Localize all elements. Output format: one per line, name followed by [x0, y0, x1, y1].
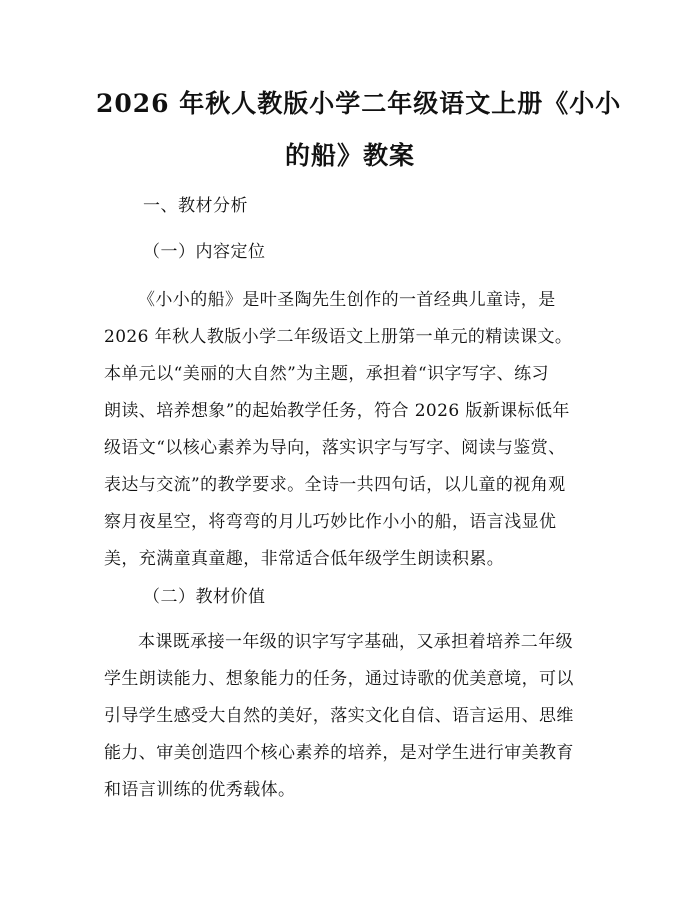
paragraph-line: 美，充满童真童趣，非常适合低年级学生朗读积累。 — [104, 549, 505, 569]
paragraph-line: 2026 年秋人教版小学二年级语文上册第一单元的精读课文。 — [104, 327, 573, 347]
paragraph-line: 学生朗读能力、想象能力的任务，通过诗歌的优美意境，可以 — [104, 669, 574, 689]
subsection-heading-content-positioning: （一）内容定位 — [143, 242, 266, 262]
paragraph-line: 朗读、培养想象”的起始教学任务，符合 2026 版新课标低年 — [104, 401, 570, 421]
paragraph-line: 级语文“以核心素养为导向，落实识字与写字、阅读与鉴赏、 — [104, 438, 566, 458]
paragraph-textbook-value — [104, 624, 604, 809]
paragraph-content-positioning — [104, 282, 604, 578]
document-title — [96, 78, 622, 182]
section-heading-textbook-analysis: 一、教材分析 — [143, 196, 248, 216]
paragraph-line: 和语言训练的优秀载体。 — [104, 780, 296, 800]
paragraph-line: 本单元以“美丽的大自然”为主题，承担着“识字写字、练习 — [104, 364, 549, 384]
paragraph-line: 《小小的船》是叶圣陶先生创作的一首经典儿童诗，是 — [138, 290, 556, 310]
paragraph-line: 表达与交流”的教学要求。全诗一共四句话，以儿童的视角观 — [104, 475, 566, 495]
title-line-1: 2026 年秋人教版小学二年级语文上册《小小 — [96, 89, 622, 118]
title-line-2: 的船》教案 — [284, 141, 415, 170]
paragraph-line: 引导学生感受大自然的美好，落实文化自信、语言运用、思维 — [104, 706, 574, 726]
paragraph-line: 本课既承接一年级的识字写字基础，又承担着培养二年级 — [138, 632, 573, 652]
paragraph-line: 察月夜星空，将弯弯的月儿巧妙比作小小的船，语言浅显优 — [104, 512, 557, 532]
subsection-heading-textbook-value: （二）教材价值 — [143, 587, 266, 607]
paragraph-line: 能力、审美创造四个核心素养的培养，是对学生进行审美教育 — [104, 743, 574, 763]
